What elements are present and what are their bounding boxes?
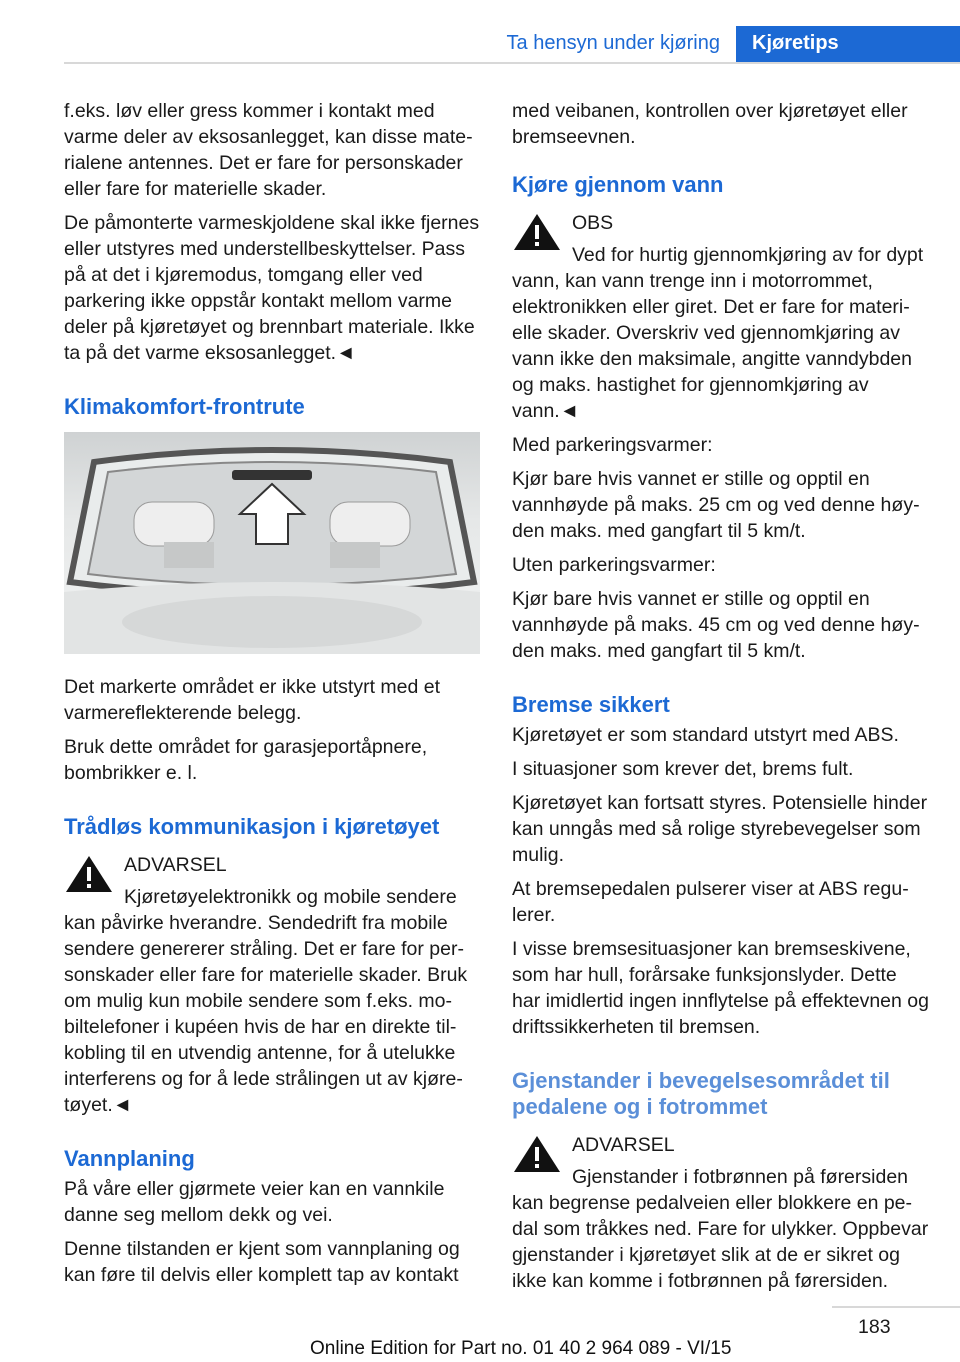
notice-block [512, 210, 930, 424]
left-column [64, 98, 482, 1296]
paragraph: f.eks. løv eller gress kommer i kontakt med varme deler av eksosanlegget, kan disse materialene antennes. Det er fare for personskader eller fare for materielle skader. [64, 100, 473, 200]
notice-text: Ved for hurtig gjennomkjøring av for dypt vann, kan vann trenge inn i motorrommet, elektronikken eller giret. Det er fare for materielle skader. Overskriv ved gjennomkjøring av vann ikke den maksimale, angitte vanndybden og maks. hastighet for gjennomkjøring av vann.◄ [512, 244, 924, 422]
windshield-illustration [64, 432, 480, 654]
heading-vannplaning: Vannplaning [64, 1146, 195, 1171]
paragraph: Kjøretøyet kan fortsatt styres. Potensielle hinder kan unngås med så rolige styrebevegelser som mulig. [512, 792, 928, 866]
warning-triangle-icon [512, 212, 562, 252]
paragraph: I situasjoner som krever det, brems fult. [512, 758, 854, 780]
warning-triangle-icon [512, 1134, 562, 1174]
heading-bremse: Bremse sikkert [512, 692, 670, 717]
warning-text: Kjøretøyelektronikk og mobile sendere kan påvirke hverandre. Sendedrift fra mobile sendere genererer stråling. Det er fare for personskader eller fare for materielle skader. Bruk om mulig kun mobile sendere som f.eks. mobiltelefoner i kupéen hvis de har en direkte tilkobling til en utvendig antenne, for å utelukke interferens og for å lede strålingen ut av kjøretøyet.◄ [64, 886, 468, 1116]
paragraph: Kjøretøyet er som standard utstyrt med ABS. [512, 724, 899, 746]
paragraph: På våre eller gjørmete veier kan en vannkile danne seg mellom dekk og vei. [64, 1178, 445, 1226]
warning-text: Gjenstander i fotbrønnen på førersiden kan begrense pedalveien eller blokkere en pedal som tråkkes ned. Fare for ulykker. Oppbevar gjenstander i kjøretøyet slik at de er sikret og ikke kan komme i fotbrønnen på førersiden. [512, 1166, 929, 1292]
warning-block [64, 852, 482, 1118]
paragraph: Denne tilstanden er kjent som vannplaning og kan føre til delvis eller komplett tap av kontakt [64, 1238, 460, 1286]
warning-title: ADVARSEL [124, 854, 227, 876]
right-column [512, 98, 930, 1302]
paragraph: med veibanen, kontrollen over kjøretøyet eller bremseevnen. [512, 100, 908, 148]
footer-edition: Online Edition for Part no. 01 40 2 964 089 - VI/15 [310, 1338, 732, 1359]
paragraph: Kjør bare hvis vannet er stille og opptil en vannhøyde på maks. 45 cm og ved denne høyden maks. med gangfart til 5 km/t. [512, 588, 920, 662]
header-rule [64, 62, 960, 64]
warning-title: ADVARSEL [572, 1134, 675, 1156]
warning-triangle-icon [64, 854, 114, 894]
paragraph: I visse bremsesituasjoner kan bremseskivene, som har hull, forårsake funksjonslyder. Dette har imidlertid ingen innflytelse på effektevnen og driftssikkerheten til bremsen. [512, 938, 929, 1038]
notice-title: OBS [572, 212, 614, 234]
heading-klimakomfort: Klimakomfort-frontrute [64, 394, 305, 419]
heading-gjenstander: Gjenstander i bevegelsesområdet til pedalene og i fotrommet [512, 1068, 890, 1119]
paragraph: Bruk dette området for garasjeportåpnere, bombrikker e. l. [64, 736, 428, 784]
heading-tradlos: Trådløs kommunikasjon i kjøretøyet [64, 814, 440, 839]
heading-kjore-vann: Kjøre gjennom vann [512, 172, 724, 197]
paragraph: Det markerte området er ikke utstyrt med et varmereflekterende belegg. [64, 676, 441, 724]
footer-rule [832, 1306, 960, 1308]
header-section: Ta hensyn under kjøring [506, 32, 720, 54]
page-number: 183 [858, 1316, 891, 1338]
warning-block [512, 1132, 930, 1294]
paragraph: De påmonterte varmeskjoldene skal ikke fjernes eller utstyres med understellbeskyttelser. Pass på at det i kjøremodus, tomgang eller ved parkering ikke oppstår kontakt mellom varme deler på kjøretøyet og brennbart materiale. Ikke ta på det varme eksosanlegget.◄ [64, 212, 480, 364]
paragraph: At bremsepedalen pulserer viser at ABS regulerer. [512, 878, 909, 926]
paragraph: Kjør bare hvis vannet er stille og opptil en vannhøyde på maks. 25 cm og ved denne høyden maks. med gangfart til 5 km/t. [512, 468, 920, 542]
header-chapter-tab: Kjøretips [736, 26, 960, 64]
paragraph: Uten parkeringsvarmer: [512, 554, 716, 576]
paragraph: Med parkeringsvarmer: [512, 434, 713, 456]
